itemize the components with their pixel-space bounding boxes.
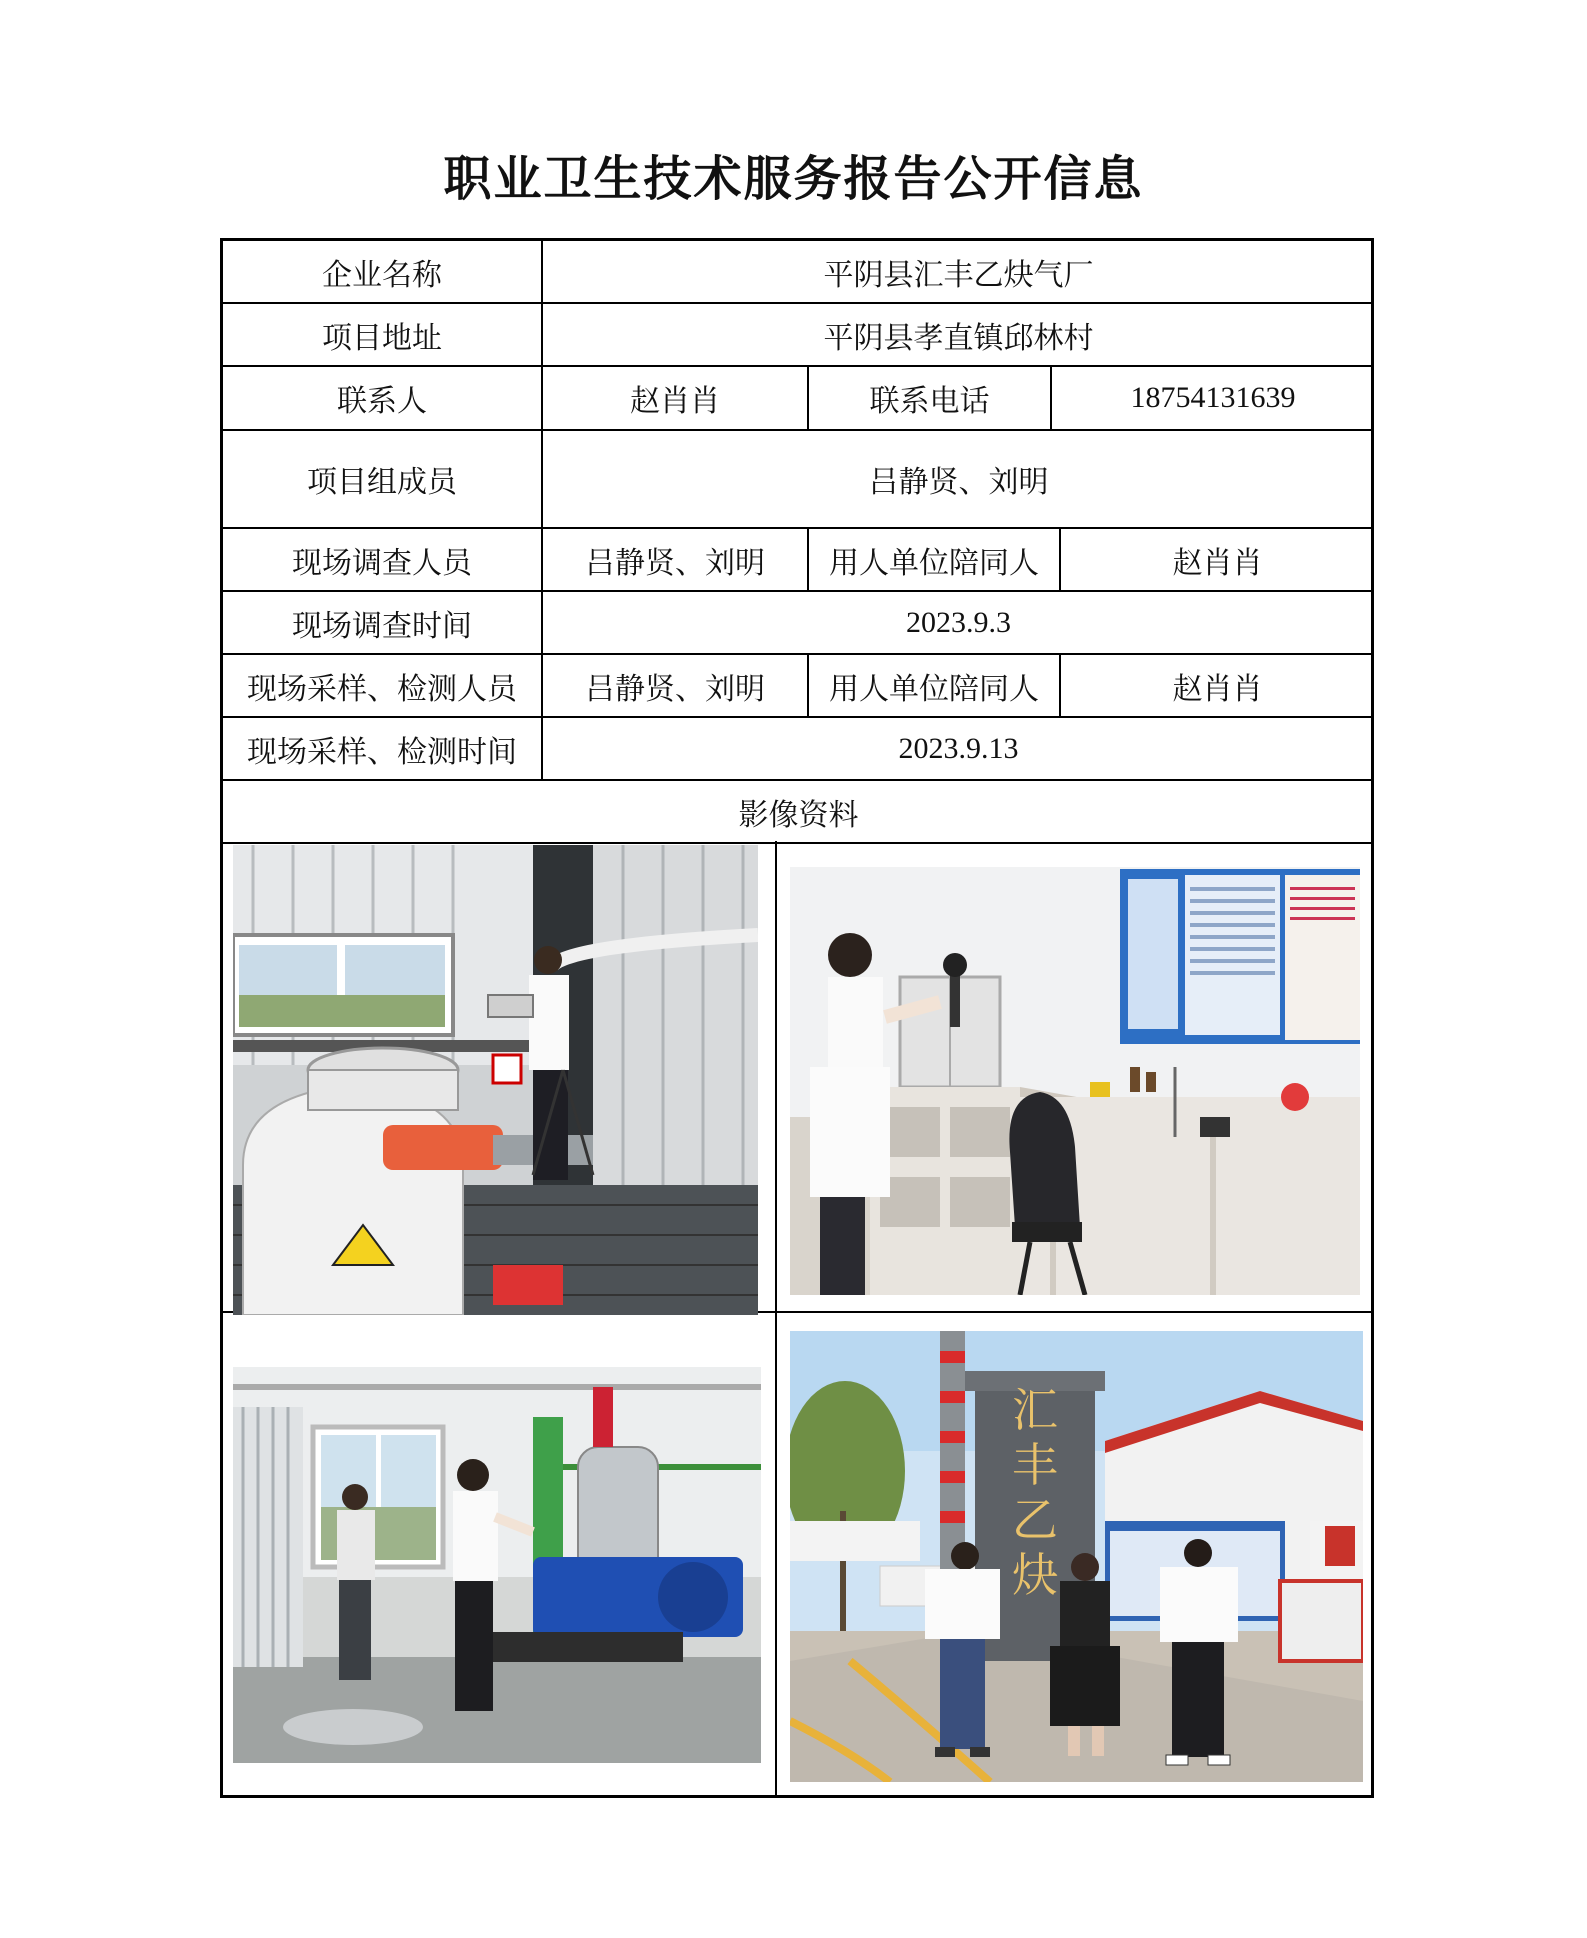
photo-grid — [223, 841, 1371, 1795]
photo-compressor-room — [233, 1367, 761, 1763]
row-address — [223, 304, 1371, 367]
row-contact — [223, 367, 1371, 431]
row-members — [223, 431, 1371, 529]
members-label: 项目组成员 — [223, 431, 543, 527]
sampling-staff-value: 吕静贤、刘明 — [543, 655, 809, 716]
company-value: 平阴县汇丰乙炔气厂 — [823, 257, 1094, 293]
address-value: 平阴县孝直镇邱林村 — [823, 320, 1094, 356]
sampling-escort-value: 赵肖肖 — [1172, 671, 1263, 707]
address-label: 项目地址 — [223, 304, 543, 365]
row-images-header — [223, 781, 1371, 844]
row-sampling-staff — [223, 655, 1371, 718]
survey-time-label: 现场调查时间 — [223, 592, 543, 653]
sampling-staff-label: 现场采样、检测人员 — [223, 655, 543, 716]
survey-staff-label: 现场调查人员 — [223, 529, 543, 590]
survey-time-value: 2023.9.3 — [906, 605, 1011, 639]
phone-label: 联系电话 — [809, 367, 1052, 429]
photo-equipment-measurement — [233, 845, 758, 1315]
survey-escort-label: 用人单位陪同人 — [809, 529, 1061, 590]
sampling-time-label: 现场采样、检测时间 — [223, 718, 543, 779]
sampling-escort-label: 用人单位陪同人 — [809, 655, 1061, 716]
row-sampling-time — [223, 718, 1371, 781]
sign-char-1: 汇 — [1012, 1383, 1058, 1437]
row-survey-time — [223, 592, 1371, 655]
row-company — [223, 241, 1371, 304]
info-table — [220, 238, 1374, 1798]
contact-label: 联系人 — [223, 367, 543, 429]
contact-value: 赵肖肖 — [543, 367, 809, 429]
photo-entrance-group — [790, 1331, 1363, 1782]
sampling-time-value: 2023.9.13 — [898, 731, 1019, 765]
phone-value: 18754131639 — [1130, 381, 1296, 414]
page-title: 职业卫生技术服务报告公开信息 — [443, 151, 1144, 207]
photo-lab-measurement — [790, 867, 1360, 1295]
images-label: 影像资料 — [738, 797, 859, 833]
sign-char-3: 乙 — [1012, 1493, 1058, 1547]
members-value: 吕静贤、刘明 — [868, 465, 1049, 500]
sign-char-2: 丰 — [1012, 1438, 1058, 1492]
survey-staff-value: 吕静贤、刘明 — [543, 529, 809, 590]
sign-char-4: 炔 — [1012, 1548, 1058, 1602]
photo-grid-vertical-divider — [775, 841, 777, 1795]
company-label: 企业名称 — [223, 241, 543, 302]
survey-escort-value: 赵肖肖 — [1172, 545, 1263, 581]
row-survey-staff — [223, 529, 1371, 592]
